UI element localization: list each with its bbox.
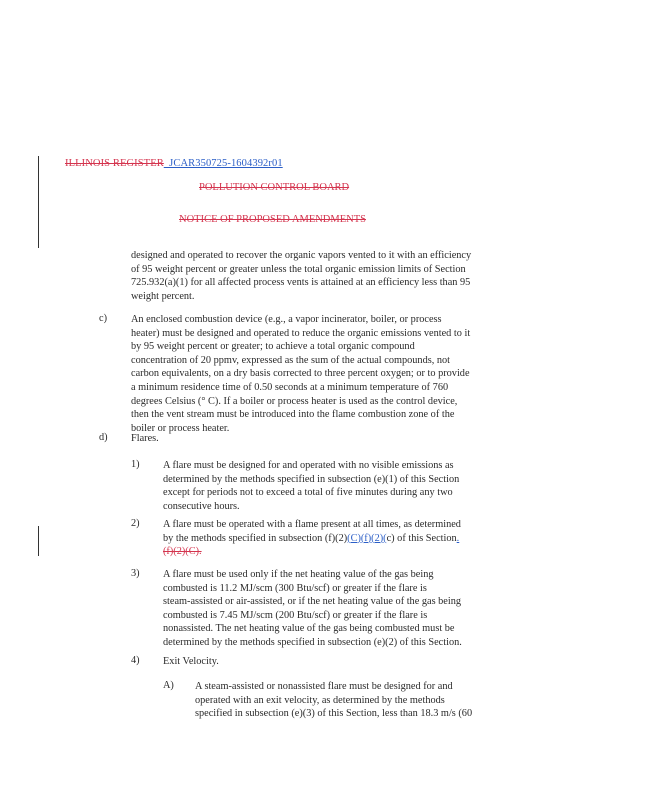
sub3-line: steam-assisted or air-assisted, or if the net heating value of the gas being (163, 596, 462, 608)
register-deleted-text: ILLINOIS REGISTER (65, 158, 164, 169)
notice-title: NOTICE OF PROPOSED AMENDMENTS (179, 214, 366, 225)
item-c-line: carbon equivalents, on a dry basis corrected to three percent oxygen; or to provide (131, 368, 470, 380)
sub3-line: combusted is 11.2 MJ/scm (300 Btu/scf) or greater if the flare is (163, 582, 427, 594)
subA-line: specified in subsection (e)(3) of this Section, less than 18.3 m/s (60 (195, 708, 473, 720)
item-c-line: then the vent stream must be introduced into the flame combustion zone of the (131, 409, 455, 421)
sub2-line-1: A flare must be operated with a flame present at all times, as determined (163, 519, 461, 530)
sub2-inserted-period: . (456, 532, 460, 544)
sub2-label: 2) (131, 518, 140, 529)
subA-label: A) (163, 680, 174, 691)
item-c-line: a minimum residence time of 0.50 seconds at a minimum temperature of 760 (131, 381, 449, 393)
sub3-label: 3) (131, 568, 140, 579)
sub2-deleted-citation: (f)(2)(C). (163, 546, 202, 558)
intro-line: 725.932(a)(1) for all affected process vents is attained at an efficiency less than 95 (131, 277, 471, 289)
change-bar-middle (38, 526, 39, 556)
sub4-label: 4) (131, 655, 140, 666)
intro-line: designed and operated to recover the organic vapors vented to it with an efficiency (131, 250, 472, 261)
sub3-line: nonassisted. The net heating value of the gas being combusted must be (163, 623, 455, 635)
item-c-line: degrees Celsius (° C). If a boiler or process heater is used as the control device, (131, 395, 458, 407)
sub3-paragraph (163, 568, 462, 650)
subA-line: operated with an exit velocity, as determined by the methods (195, 694, 445, 706)
intro-paragraph (131, 249, 471, 303)
sub2-line-2-end: c) of this Section (386, 532, 457, 544)
board-title: POLLUTION CONTROL BOARD (199, 182, 350, 193)
sub2-paragraph (163, 518, 461, 559)
sub3-line: A flare must be used only if the net heating value of the gas being (163, 569, 434, 580)
item-c-paragraph (131, 313, 470, 435)
sub1-line: A flare must be designed for and operated with no visible emissions as (163, 460, 454, 471)
register-header (65, 158, 283, 169)
item-c-line: An enclosed combustion device (e.g., a vapor incinerator, boiler, or process (131, 314, 442, 325)
sub1-line: determined by the methods specified in subsection (e)(1) of this Section (163, 473, 460, 485)
sub1-label: 1) (131, 459, 140, 470)
change-bar-top (38, 156, 39, 248)
sub1-paragraph (163, 459, 459, 513)
sub3-line: determined by the methods specified in subsection (e)(2) of this Section. (163, 636, 462, 648)
sub4-title: Exit Velocity. (163, 656, 219, 667)
item-c-label: c) (99, 313, 107, 324)
sub2-line-2-start: by the methods specified in subsection (f)(2) (163, 532, 348, 544)
item-c-line: heater) must be designed and operated to reduce the organic emissions vented to it (131, 327, 471, 339)
sub1-line: except for periods not to exceed a total of five minutes during any two (163, 487, 453, 499)
subA-line: A steam-assisted or nonassisted flare must be designed for and (195, 681, 453, 692)
item-c-line: concentration of 20 ppmv, expressed as the sum of the actual compounds, not (131, 354, 451, 366)
intro-line: weight percent. (131, 290, 195, 302)
subA-paragraph (195, 680, 472, 721)
item-d-label: d) (99, 432, 108, 443)
sub1-line: consecutive hours. (163, 500, 240, 512)
item-c-line: boiler or process heater. (131, 422, 230, 434)
item-d-title: Flares. (131, 433, 159, 444)
register-inserted-text: _JCAR350725-1604392r01 (163, 158, 283, 169)
intro-line: of 95 weight percent or greater unless the total organic emission limits of Section (131, 263, 466, 275)
item-c-line: by 95 weight percent or greater; to achieve a total organic compound (131, 341, 415, 353)
sub2-inserted-citation: (C)(f)(2)( (347, 532, 387, 544)
sub2-line-2 (163, 532, 461, 546)
sub3-line: combusted is 7.45 MJ/scm (200 Btu/scf) or greater if the flare is (163, 609, 428, 621)
